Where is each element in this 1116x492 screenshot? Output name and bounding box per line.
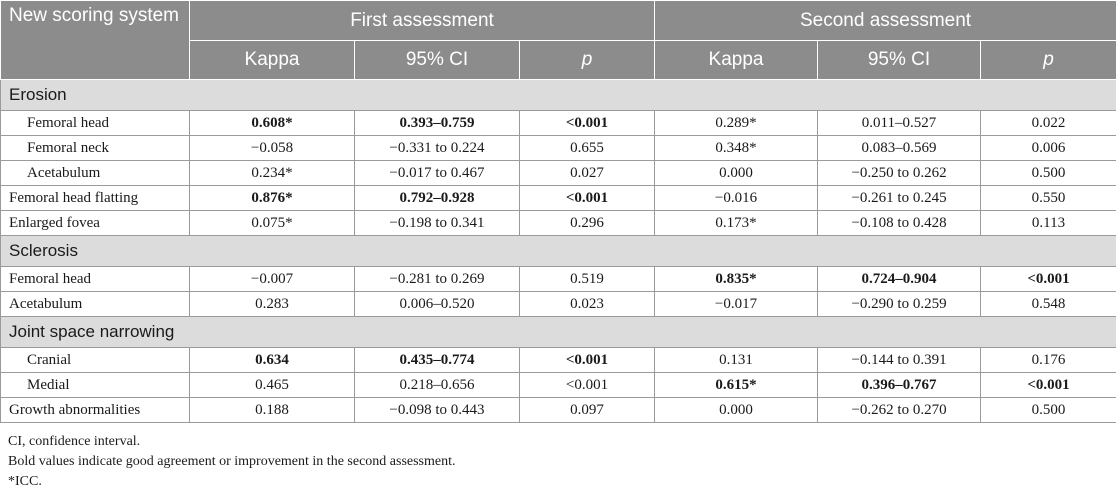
table-cell: 0.435–0.774	[355, 348, 520, 373]
section-title: Joint space narrowing	[1, 317, 1116, 348]
table-cell: −0.144 to 0.391	[818, 348, 981, 373]
col-ci-2: 95% CI	[818, 41, 981, 80]
table-cell: 0.022	[981, 111, 1116, 136]
table-cell: 0.000	[655, 161, 818, 186]
table-cell: <0.001	[981, 267, 1116, 292]
footnote: *ICC.	[8, 472, 1116, 492]
table-cell: 0.218–0.656	[355, 373, 520, 398]
table-cell: 0.724–0.904	[818, 267, 981, 292]
table-cell: −0.261 to 0.245	[818, 186, 981, 211]
table-row	[1, 267, 1116, 292]
row-label: Acetabulum	[1, 292, 190, 317]
table-cell: 0.097	[520, 398, 655, 423]
table-cell: 0.011–0.527	[818, 111, 981, 136]
table-cell: 0.027	[520, 161, 655, 186]
table-cell: 0.792–0.928	[355, 186, 520, 211]
footnote: CI, confidence interval.	[8, 432, 1116, 452]
table-cell: 0.519	[520, 267, 655, 292]
row-label: Medial	[1, 373, 190, 398]
table-cell: 0.655	[520, 136, 655, 161]
row-label: Enlarged fovea	[1, 211, 190, 236]
table-cell: 0.396–0.767	[818, 373, 981, 398]
table-cell: −0.017	[655, 292, 818, 317]
table-cell: 0.876*	[190, 186, 355, 211]
table-cell: −0.250 to 0.262	[818, 161, 981, 186]
col-p-1: p	[520, 41, 655, 80]
table-cell: −0.290 to 0.259	[818, 292, 981, 317]
section-row	[1, 236, 1116, 267]
table-cell: 0.083–0.569	[818, 136, 981, 161]
table-cell: −0.007	[190, 267, 355, 292]
header-second-assessment: Second assessment	[655, 1, 1116, 41]
table-cell: 0.176	[981, 348, 1116, 373]
col-kappa-2: Kappa	[655, 41, 818, 80]
table-cell: 0.289*	[655, 111, 818, 136]
section-title: Erosion	[1, 80, 1116, 111]
table-cell: 0.465	[190, 373, 355, 398]
table-cell: −0.016	[655, 186, 818, 211]
table-cell: <0.001	[981, 373, 1116, 398]
row-label: Femoral head flatting	[1, 186, 190, 211]
row-label: Cranial	[1, 348, 190, 373]
table-cell: −0.262 to 0.270	[818, 398, 981, 423]
table-cell: 0.188	[190, 398, 355, 423]
header-first-assessment: First assessment	[190, 1, 655, 41]
table-cell: <0.001	[520, 373, 655, 398]
table-row	[1, 398, 1116, 423]
table-row	[1, 136, 1116, 161]
table-cell: 0.500	[981, 398, 1116, 423]
table-cell: 0.615*	[655, 373, 818, 398]
table-row	[1, 161, 1116, 186]
table-cell: <0.001	[520, 186, 655, 211]
table-cell: −0.108 to 0.428	[818, 211, 981, 236]
row-label: Femoral head	[1, 267, 190, 292]
table-cell: 0.550	[981, 186, 1116, 211]
table-row	[1, 111, 1116, 136]
row-label: Femoral head	[1, 111, 190, 136]
table-cell: 0.006	[981, 136, 1116, 161]
table-cell: 0.173*	[655, 211, 818, 236]
table-cell: 0.023	[520, 292, 655, 317]
table-cell: −0.331 to 0.224	[355, 136, 520, 161]
table-cell: −0.098 to 0.443	[355, 398, 520, 423]
footnote: Bold values indicate good agreement or improvement in the second assessment.	[8, 452, 1116, 472]
table-cell: 0.634	[190, 348, 355, 373]
table-cell: 0.075*	[190, 211, 355, 236]
table-cell: 0.113	[981, 211, 1116, 236]
table-cell: 0.500	[981, 161, 1116, 186]
table-body	[1, 80, 1116, 423]
section-row	[1, 317, 1116, 348]
table-cell: 0.548	[981, 292, 1116, 317]
table-cell: <0.001	[520, 348, 655, 373]
table-row	[1, 373, 1116, 398]
table-footnotes	[0, 423, 1116, 492]
col-ci-1: 95% CI	[355, 41, 520, 80]
table-cell: 0.000	[655, 398, 818, 423]
table-cell: 0.393–0.759	[355, 111, 520, 136]
section-row	[1, 80, 1116, 111]
table-header	[1, 1, 1116, 80]
table-cell: 0.234*	[190, 161, 355, 186]
table-cell: −0.017 to 0.467	[355, 161, 520, 186]
table-cell: −0.058	[190, 136, 355, 161]
table-row	[1, 211, 1116, 236]
table-cell: 0.283	[190, 292, 355, 317]
table-row	[1, 348, 1116, 373]
header-corner: New scoring system	[1, 1, 190, 80]
section-title: Sclerosis	[1, 236, 1116, 267]
table-cell: −0.198 to 0.341	[355, 211, 520, 236]
table-cell: 0.296	[520, 211, 655, 236]
row-label: Acetabulum	[1, 161, 190, 186]
table-cell: <0.001	[520, 111, 655, 136]
table-cell: 0.006–0.520	[355, 292, 520, 317]
table-cell: 0.835*	[655, 267, 818, 292]
table-cell: −0.281 to 0.269	[355, 267, 520, 292]
row-label: Growth abnormalities	[1, 398, 190, 423]
col-p-2: p	[981, 41, 1116, 80]
table-cell: 0.348*	[655, 136, 818, 161]
row-label: Femoral neck	[1, 136, 190, 161]
table-cell: 0.131	[655, 348, 818, 373]
col-kappa-1: Kappa	[190, 41, 355, 80]
table-row	[1, 186, 1116, 211]
table-cell: 0.608*	[190, 111, 355, 136]
table-row	[1, 292, 1116, 317]
